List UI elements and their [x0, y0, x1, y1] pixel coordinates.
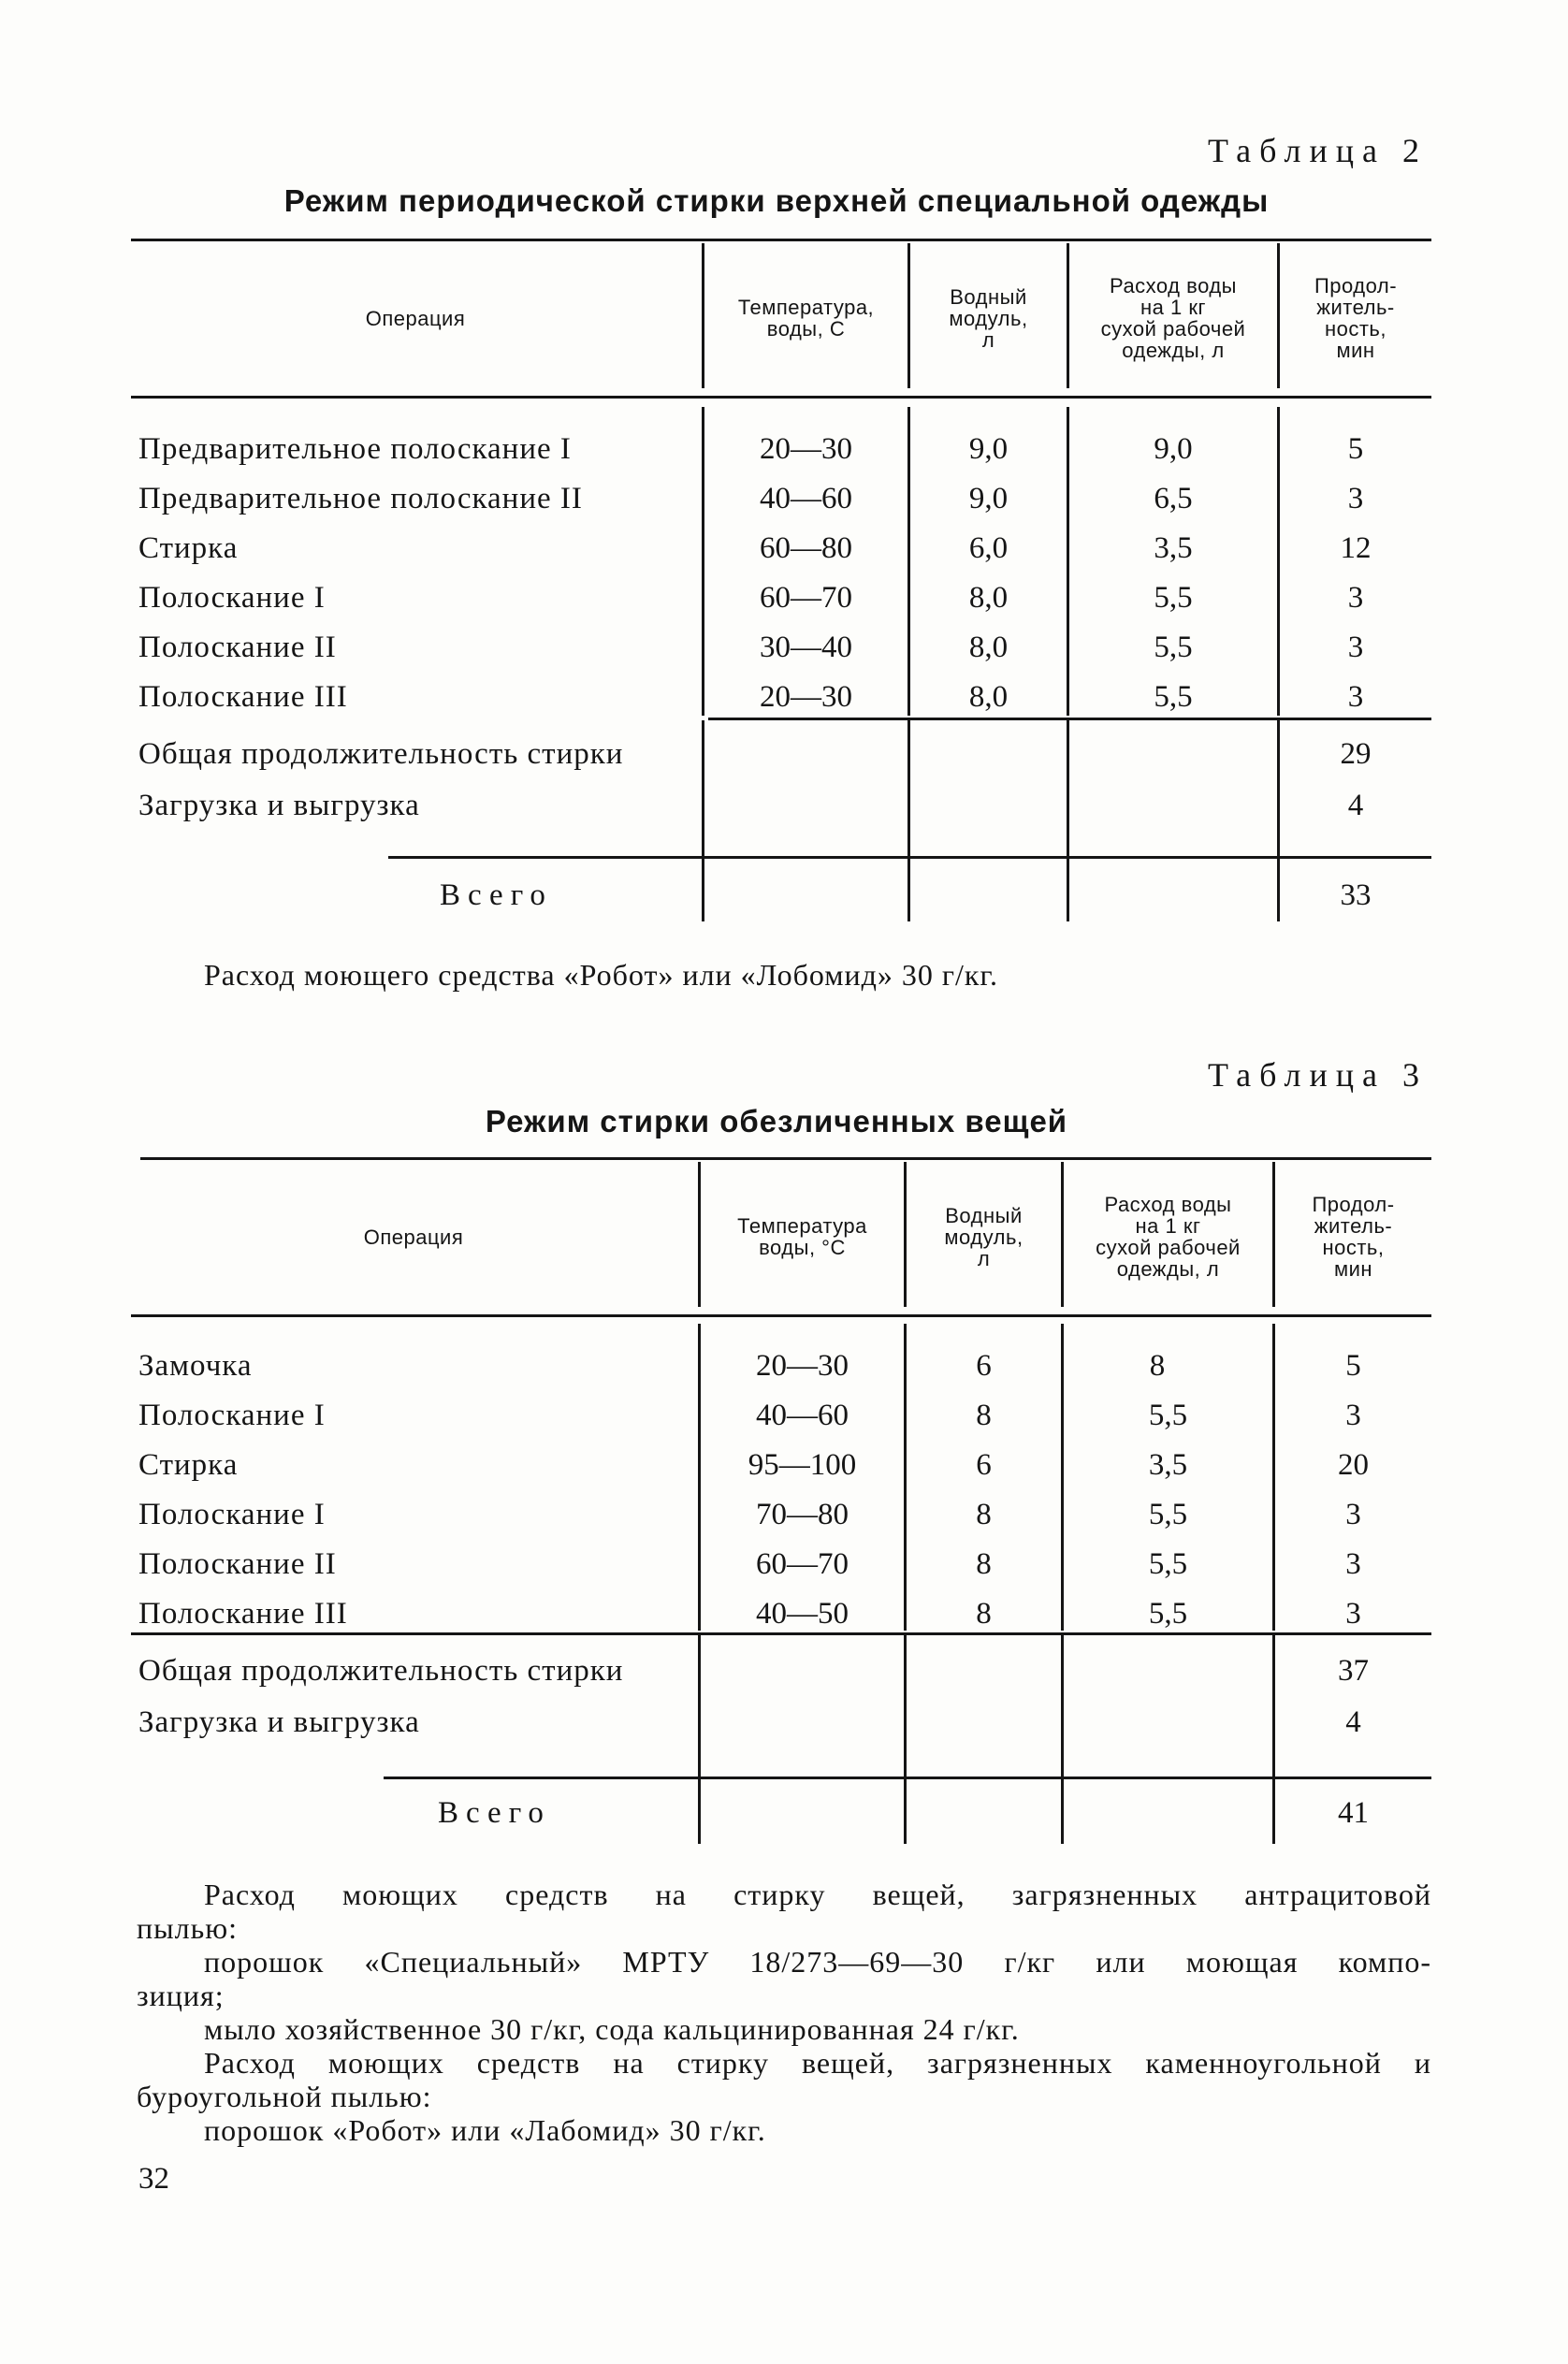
temperature-cell: 40—60: [756, 1399, 849, 1432]
table-row: [131, 1391, 1431, 1441]
note-line: Расход моющих средств на стирку вещей, загрязненных каменноугольной и: [204, 2046, 1431, 2080]
table-row: [131, 425, 1431, 474]
table2-header-water-module: Водный модуль, л: [949, 284, 1028, 352]
water-module-cell: 6: [976, 1448, 992, 1482]
table2-note: Расход моющего средства «Робот» или «Лобомид» 30 г/кг.: [204, 958, 998, 992]
table2-header-water-consumption: Расход воды на 1 кг сухой рабочей одежды, л: [1100, 274, 1246, 362]
total-row: [131, 871, 1431, 921]
operation-cell: Полоскание II: [138, 631, 337, 664]
summary-label: Загрузка и выгрузка: [138, 1705, 420, 1739]
table3-header-rule: [131, 1314, 1431, 1317]
temperature-cell: 40—60: [760, 482, 852, 515]
water-module-cell: 8,0: [968, 581, 1009, 615]
water-module-cell: 6: [976, 1349, 992, 1383]
water-consumption-cell: 3,5: [1148, 1448, 1188, 1482]
summary-label: Общая продолжительность стирки: [138, 737, 624, 771]
table2-title: Режим периодической стирки верхней специальной одежды: [283, 183, 1270, 218]
temperature-cell: 70—80: [756, 1498, 849, 1531]
duration-cell: 3: [1345, 1399, 1361, 1432]
temperature-cell: 30—40: [760, 631, 852, 664]
table-row: [131, 524, 1431, 573]
table-row: [131, 1540, 1431, 1589]
note-line: Расход моющих средств на стирку вещей, загрязненных антрацитовой: [204, 1878, 1431, 1911]
water-module-cell: 9,0: [968, 432, 1009, 466]
table3-label: Таблица 3: [1208, 1056, 1428, 1094]
table-row: [131, 673, 1431, 722]
duration-cell: 3: [1347, 581, 1364, 615]
water-consumption-cell: 5,5: [1148, 1399, 1188, 1432]
summary-row: [131, 730, 1431, 779]
table2-top-rule: [131, 239, 1431, 241]
water-module-cell: 8: [976, 1547, 992, 1581]
duration-cell: 5: [1347, 432, 1364, 466]
temperature-cell: 40—50: [756, 1597, 849, 1631]
note-line: пылью:: [137, 1911, 238, 1945]
operation-cell: Полоскание I: [138, 581, 326, 615]
table-row: [131, 1441, 1431, 1490]
summary-duration: 4: [1347, 789, 1364, 822]
water-consumption-cell: 5,5: [1154, 680, 1193, 714]
summary-duration: 37: [1338, 1654, 1369, 1688]
table2-header-temperature: Температура, воды, С: [737, 296, 875, 341]
operation-cell: Полоскание II: [138, 1547, 337, 1581]
table-row: [131, 623, 1431, 673]
water-consumption-cell: 8: [1149, 1349, 1166, 1383]
temperature-cell: 60—70: [760, 581, 852, 615]
table3-header-duration: Продол- житель- ность, мин: [1312, 1193, 1395, 1281]
operation-cell: Предварительное полоскание II: [138, 482, 583, 515]
summary-duration: 29: [1340, 737, 1372, 771]
table-row: [131, 1589, 1431, 1639]
table-row: [131, 1342, 1431, 1391]
duration-cell: 3: [1347, 482, 1364, 515]
duration-cell: 3: [1347, 631, 1364, 664]
temperature-cell: 20—30: [760, 432, 852, 466]
duration-cell: 3: [1345, 1498, 1361, 1531]
note-line: буроугольной пылью:: [137, 2080, 432, 2113]
table2-header-duration: Продол- житель- ность, мин: [1314, 274, 1398, 362]
table2: [131, 239, 1431, 931]
water-consumption-cell: 5,5: [1154, 581, 1193, 615]
water-consumption-cell: 6,5: [1154, 482, 1193, 515]
water-consumption-cell: 9,0: [1154, 432, 1193, 466]
table3-top-rule: [140, 1157, 1431, 1160]
table3-header-operation: Операция: [363, 1225, 464, 1249]
table2-label: Таблица 2: [1208, 132, 1428, 169]
note-line: порошок «Робот» или «Лабомид» 30 г/кг.: [204, 2113, 766, 2147]
table2-header-operation: Операция: [365, 306, 466, 330]
table-row: [131, 474, 1431, 524]
water-module-cell: 8: [976, 1399, 992, 1432]
water-module-cell: 8: [976, 1597, 992, 1631]
temperature-cell: 95—100: [748, 1448, 857, 1482]
summary-label: Общая продолжительность стирки: [138, 1654, 624, 1688]
water-consumption-cell: 3,5: [1154, 531, 1193, 565]
table-row: [131, 1490, 1431, 1540]
duration-cell: 3: [1347, 680, 1364, 714]
page-number: 32: [138, 2162, 169, 2196]
operation-cell: Стирка: [138, 531, 239, 565]
water-module-cell: 8,0: [968, 680, 1009, 714]
water-consumption-cell: 5,5: [1148, 1547, 1188, 1581]
note-line: порошок «Специальный» МРТУ 18/273—69—30 г/кг или моющая компо-: [204, 1945, 1431, 1979]
total-row: [131, 1789, 1431, 1838]
operation-cell: Полоскание III: [138, 680, 348, 714]
summary-duration: 4: [1345, 1705, 1361, 1739]
operation-cell: Полоскание I: [138, 1399, 326, 1432]
duration-cell: 3: [1345, 1597, 1361, 1631]
water-module-cell: 9,0: [968, 482, 1009, 515]
water-module-cell: 6,0: [968, 531, 1009, 565]
water-module-cell: 8: [976, 1498, 992, 1531]
water-consumption-cell: 5,5: [1154, 631, 1193, 664]
table3-header-temperature: Температура воды, °С: [737, 1214, 867, 1259]
temperature-cell: 60—80: [760, 531, 852, 565]
table-row: [131, 573, 1431, 623]
water-consumption-cell: 5,5: [1148, 1597, 1188, 1631]
table3-header-water-consumption: Расход воды на 1 кг сухой рабочей одежды, л: [1096, 1193, 1241, 1281]
table2-header-rule: [131, 396, 1431, 399]
water-module-cell: 8,0: [968, 631, 1009, 664]
temperature-cell: 60—70: [756, 1547, 849, 1581]
water-consumption-cell: 5,5: [1148, 1498, 1188, 1531]
summary-label: Загрузка и выгрузка: [138, 789, 420, 822]
table3-header-water-module: Водный модуль, л: [944, 1203, 1024, 1270]
duration-cell: 5: [1345, 1349, 1361, 1383]
table3-title: Режим стирки обезличенных вещей: [485, 1104, 1068, 1138]
table2-total-label: Всего: [440, 878, 553, 912]
note-line: мыло хозяйственное 30 г/кг, сода кальцинированная 24 г/кг.: [204, 2012, 1020, 2046]
total-duration: 33: [1340, 878, 1372, 912]
duration-cell: 3: [1345, 1547, 1361, 1581]
total-duration: 41: [1338, 1796, 1369, 1830]
operation-cell: Полоскание III: [138, 1597, 348, 1631]
operation-cell: Стирка: [138, 1448, 239, 1482]
table3: [131, 1157, 1431, 1849]
table3-total-label: Всего: [438, 1796, 551, 1830]
summary-row: [131, 781, 1431, 831]
duration-cell: 12: [1340, 531, 1372, 565]
operation-cell: Замочка: [138, 1349, 253, 1383]
summary-row: [131, 1646, 1431, 1696]
note-line: зиция;: [137, 1979, 225, 2012]
temperature-cell: 20—30: [760, 680, 852, 714]
summary-row: [131, 1698, 1431, 1748]
duration-cell: 20: [1338, 1448, 1369, 1482]
operation-cell: Полоскание I: [138, 1498, 326, 1531]
temperature-cell: 20—30: [756, 1349, 849, 1383]
operation-cell: Предварительное полоскание I: [138, 432, 572, 466]
